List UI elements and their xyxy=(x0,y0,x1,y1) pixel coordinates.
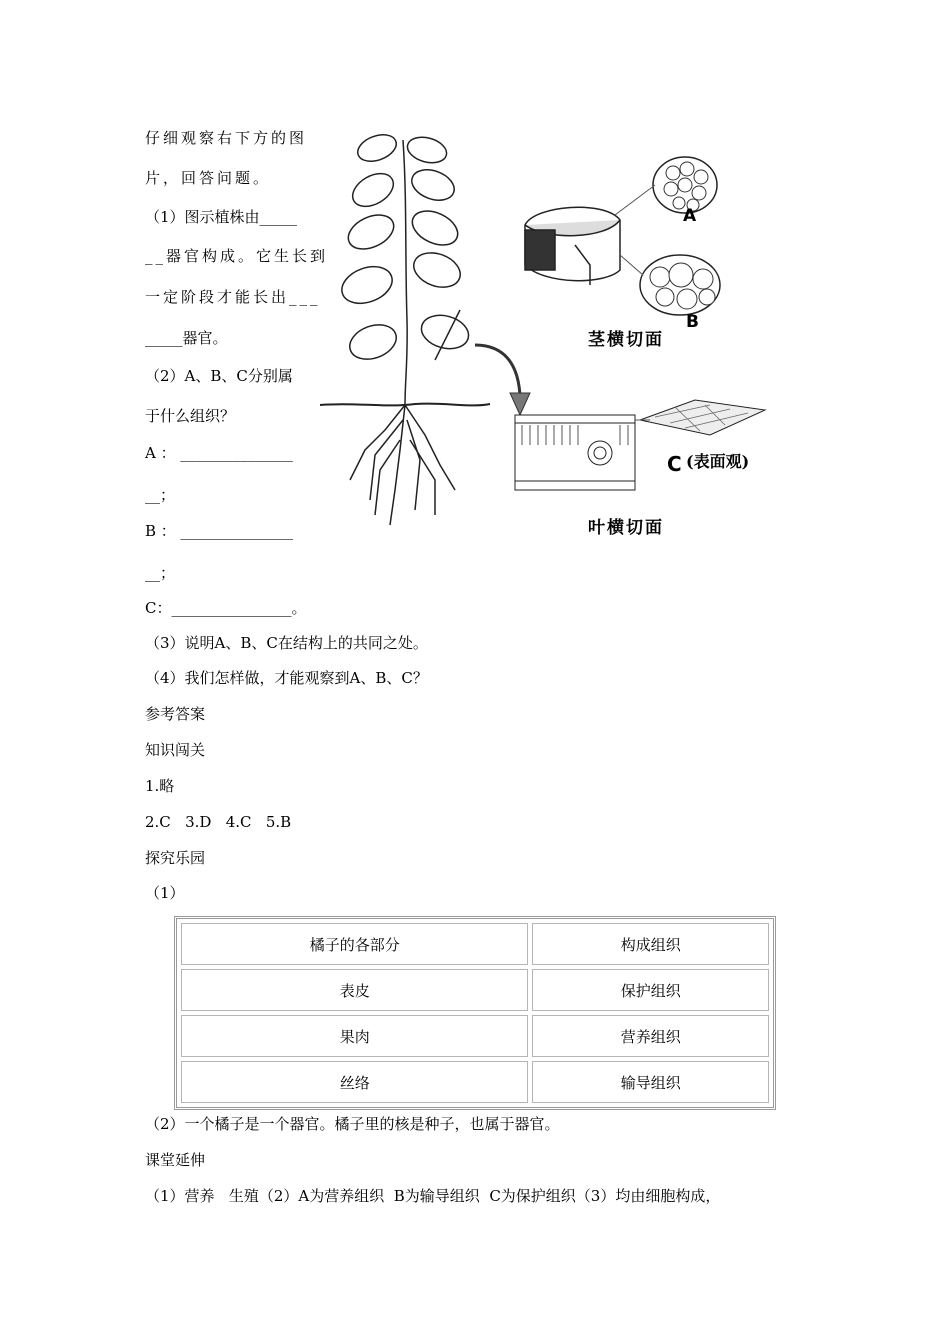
figure-label-c: C xyxy=(667,452,682,476)
question-2-text: （2）A、B、C分别属 xyxy=(145,367,293,385)
question-1-text: 一定阶段才能长出___ xyxy=(145,288,321,306)
answer-line: （1）营养 生殖（2）A为营养组织 B为输导组织 C为保护组织（3）均由细胞构成， xyxy=(145,1187,721,1205)
figure-label-b: B xyxy=(686,312,699,332)
table-row xyxy=(181,1061,769,1103)
figure-label-c-note: (表面观) xyxy=(686,452,750,471)
answer-part-label: （1） xyxy=(145,884,185,902)
question-1-text: __器官构成。它生长到 xyxy=(145,247,329,265)
question-1-text: _____器官。 xyxy=(145,329,228,347)
answer-line: 2.C 3.D 4.C 5.B xyxy=(145,813,292,831)
table-header-cell: 构成组织 xyxy=(532,923,769,965)
table-cell: 营养组织 xyxy=(532,1015,769,1057)
leaf-caption: 叶横切面 xyxy=(588,518,664,538)
stem-cross-section xyxy=(515,145,755,325)
answer-blank-a: A ： _______________ xyxy=(145,444,293,462)
question-text-line: 片，回答问题。 xyxy=(145,169,272,187)
table-row xyxy=(181,969,769,1011)
table-cell: 输导组织 xyxy=(532,1061,769,1103)
question-2-text: 于什么组织？ xyxy=(145,407,236,425)
question-1-text: （1）图示植株由_____ xyxy=(145,208,298,226)
question-text-line: 仔细观察右下方的图 xyxy=(145,129,308,147)
stem-caption: 茎横切面 xyxy=(588,330,664,350)
table-cell: 表皮 xyxy=(181,969,528,1011)
table-cell: 果肉 xyxy=(181,1015,528,1057)
answer-blank-b: B ： _______________ xyxy=(145,522,294,540)
answer-blank-b-cont: __； xyxy=(145,564,176,582)
answer-line: 1.略 xyxy=(145,777,175,795)
answer-line: （2）一个橘子是一个器官。橘子里的核是种子，也属于器官。 xyxy=(145,1115,560,1133)
section-heading: 探究乐园 xyxy=(145,849,206,867)
answers-heading: 参考答案 xyxy=(145,705,206,723)
answer-blank-a-cont: __； xyxy=(145,486,176,504)
leaf-cross-section xyxy=(510,395,770,505)
section-heading: 课堂延伸 xyxy=(145,1151,206,1169)
table-cell: 丝络 xyxy=(181,1061,528,1103)
plant-illustration xyxy=(315,120,495,530)
question-3-text: （3）说明A、B、C在结构上的共同之处。 xyxy=(145,634,428,652)
table-header-row xyxy=(181,923,769,965)
table-header-cell: 橘子的各部分 xyxy=(181,923,528,965)
table-row xyxy=(181,1015,769,1057)
section-heading: 知识闯关 xyxy=(145,741,206,759)
table-cell: 保护组织 xyxy=(532,969,769,1011)
answer-blank-c: C：________________。 xyxy=(145,599,307,617)
orange-tissue-table xyxy=(174,916,776,1110)
figure-label-a: A xyxy=(683,206,697,226)
question-4-text: （4）我们怎样做，才能观察到A、B、C？ xyxy=(145,669,428,687)
